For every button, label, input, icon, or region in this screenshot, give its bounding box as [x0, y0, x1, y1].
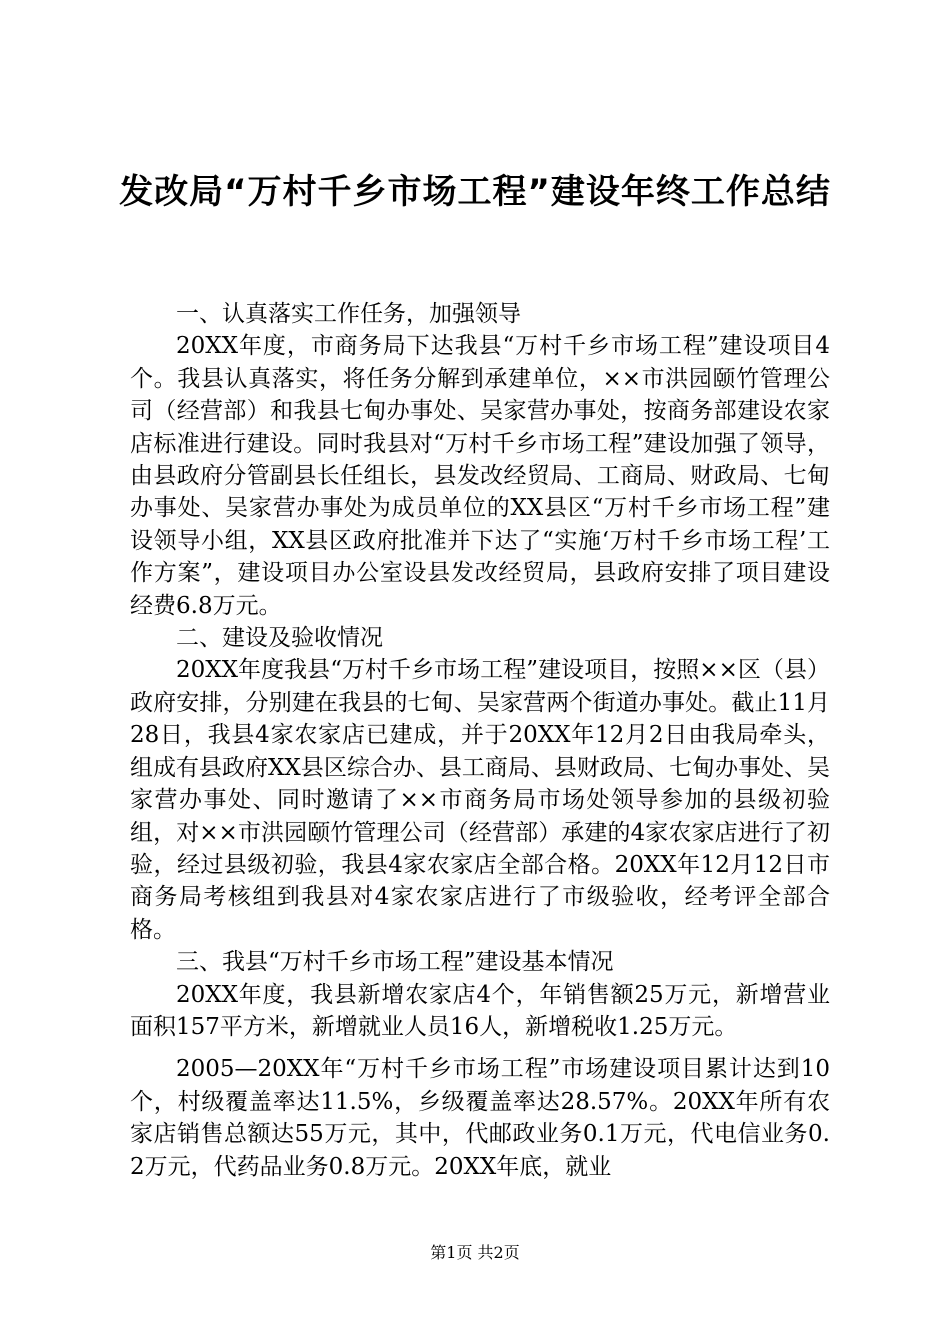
- paragraph-1: 20XX年度，市商务局下达我县“万村千乡市场工程”建设项目4个。我县认真落实，将任务分解到承建单位，××市洪园颐竹管理公司（经营部）和我县七甸办事处、吴家营办事处，按商务部建设农家店标准进行建设。同时我县对“万村千乡市场工程”建设加强了领导，由县政府分管副县长任组长，县发改经贸局、工商局、财政局、七甸办事处、吴家营办事处为成员单位的XX县区“万村千乡市场工程”建设领导小组，XX县区政府批准并下达了“实施‘万村千乡市场工程’工作方案”，建设项目办公室设县发改经贸局，县政府安排了项目建设经费6.8万元。: [130, 333, 830, 619]
- page-number-footer: 第1页 共2页: [430, 1243, 520, 1262]
- section-heading-3: 三、我县“万村千乡市场工程”建设基本情况: [176, 949, 614, 976]
- section-heading-2: 二、建设及验收情况: [176, 625, 383, 652]
- paragraph-2: 20XX年度我县“万村千乡市场工程”建设项目，按照××区（县）政府安排，分别建在我县的七甸、吴家营两个街道办事处。截止11月28日，我县4家农家店已建成，并于20XX年12月2日由我局牵头，组成有县政府XX县区综合办、县工商局、县财政局、七甸办事处、吴家营办事处、同时邀请了××市商务局市场处领导参加的县级初验组，对××市洪园颐竹管理公司（经营部）承建的4家农家店进行了初验，经过县级初验，我县4家农家店全部合格。20XX年12月12日市商务局考核组到我县对4家农家店进行了市级验收，经考评全部合格。: [130, 657, 830, 943]
- paragraph-3: 20XX年度，我县新增农家店4个，年销售额25万元，新增营业面积157平方米，新增就业人员16人，新增税收1.25万元。: [130, 981, 830, 1040]
- section-heading-1: 一、认真落实工作任务，加强领导: [176, 301, 521, 327]
- document-title: 发改局“万村千乡市场工程”建设年终工作总结: [119, 172, 831, 212]
- paragraph-4: 2005—20XX年“万村千乡市场工程”市场建设项目累计达到10个，村级覆盖率达11.5%，乡级覆盖率达28.57%。20XX年所有农家店销售总额达55万元，其中，代邮政业务0.1万元，代电信业务0.2万元，代药品业务0.8万元。20XX年底，就业: [130, 1056, 830, 1180]
- document-body: [130, 298, 830, 1183]
